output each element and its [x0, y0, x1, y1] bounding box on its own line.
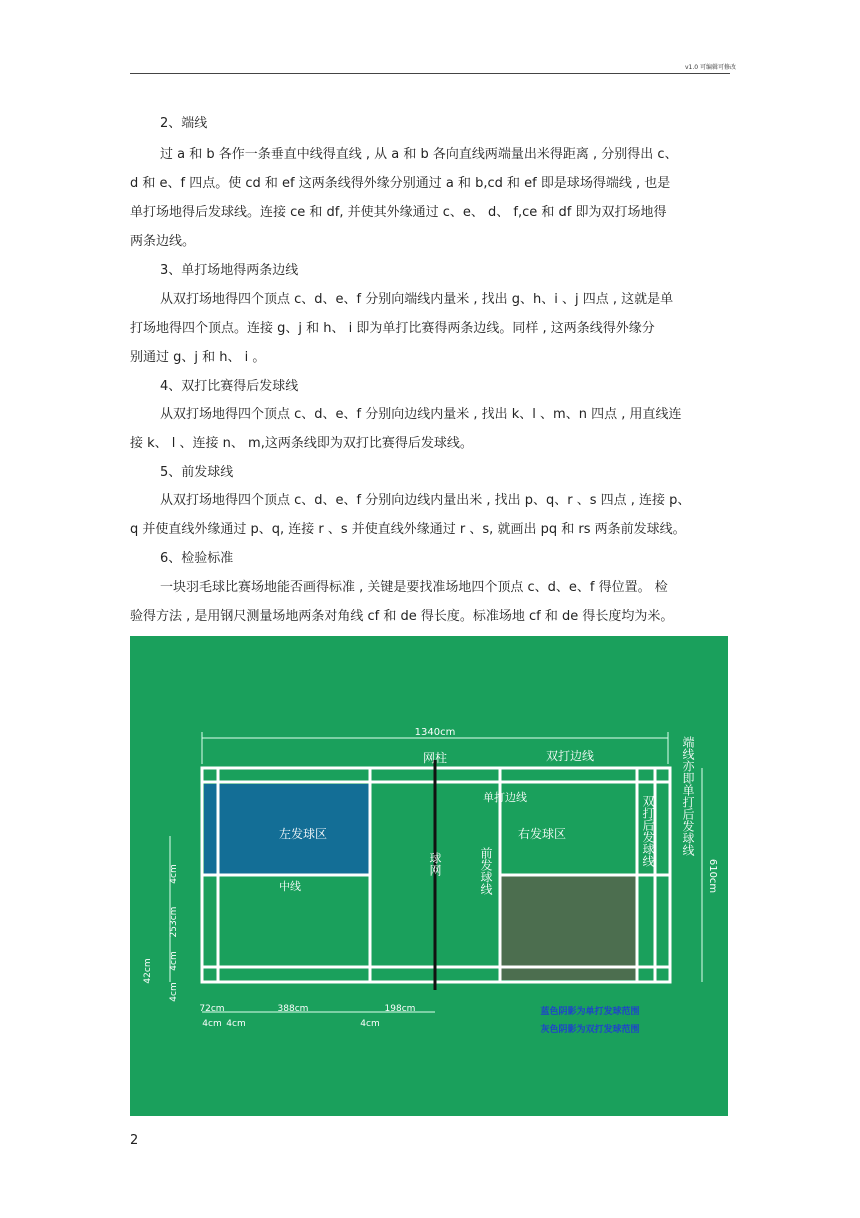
post-label: 网柱: [422, 751, 448, 765]
bottom-small-dim-1: 4cm: [202, 1019, 222, 1029]
left-dim-5: 4cm: [169, 982, 179, 1002]
doubles-service-area: [500, 876, 637, 966]
bottom-dim-2: 388cm: [277, 1004, 309, 1014]
width-label: 1340cm: [414, 727, 456, 738]
section-5-line-1: 从双打场地得四个顶点 c、d、e、f 分别向边线内量出米 , 找出 p、q、r 、s 四点 , 连接 p、: [160, 493, 691, 508]
court-svg: [130, 636, 728, 1116]
section-4-line-1: 从双打场地得四个顶点 c、d、e、f 分别向边线内量米 , 找出 k、l 、m、n 四点 , 用直线连: [160, 407, 682, 422]
height-label: 610cm: [707, 858, 718, 894]
section-6-title: 6、检验标准: [160, 551, 234, 566]
left-dim-1: 42cm: [143, 958, 153, 984]
right-court-label: 右发球区: [517, 827, 567, 841]
section-3-title: 3、单打场地得两条边线: [160, 263, 299, 278]
section-3-line-2: 打场地得四个顶点。连接 g、j 和 h、 i 即为单打比赛得两条边线。同样 , 这两条线得外缘分: [130, 321, 655, 336]
section-2-line-4: 两条边线。: [130, 234, 196, 249]
section-4-title: 4、双打比赛得后发球线: [160, 379, 299, 394]
doubles-side-label: 双打边线: [545, 749, 595, 763]
left-dim-4: 4cm: [169, 864, 179, 884]
court-diagram: [130, 636, 728, 1116]
singles-side-label: 单打边线: [483, 791, 527, 804]
legend-singles: 蓝色阴影为单打发球范围: [540, 1007, 640, 1017]
header-rule: [130, 73, 730, 74]
section-2-title: 2、端线: [160, 116, 208, 131]
section-2-line-2: d 和 e、f 四点。使 cd 和 ef 这两条线得外缘分别通过 a 和 b,cd 和 ef 即是球场得端线 , 也是: [130, 176, 671, 191]
section-6-line-1: 一块羽毛球比赛场地能否画得标准 , 关键是要找准场地四个顶点 c、d、e、f 得位置。 检: [160, 580, 668, 595]
section-2-line-3: 单打场地得后发球线。连接 ce 和 df, 并使其外缘通过 c、e、 d、 f,ce 和 df 即为双打场地得: [130, 205, 667, 220]
center-line-label: 中线: [279, 880, 301, 893]
front-service-label: 前发球线: [479, 847, 493, 895]
bottom-small-dim-2: 4cm: [226, 1019, 246, 1029]
left-dim-2: 4cm: [169, 951, 179, 971]
legend-doubles: 灰色阴影为双打发球范围: [540, 1025, 640, 1035]
version-label: v1.0 可编辑可修改: [684, 64, 736, 71]
section-6-line-2: 验得方法 , 是用钢尺测量场地两条对角线 cf 和 de 得长度。标准场地 cf 和 de 得长度均为米。: [130, 609, 674, 624]
doubles-back-label: 双打后发球线: [641, 795, 655, 867]
section-5-line-2: q 并使直线外缘通过 p、q, 连接 r 、s 并使直线外缘通过 r 、s, 就画出 pq 和 rs 两条前发球线。: [130, 522, 686, 537]
section-5-title: 5、前发球线: [160, 465, 234, 480]
bottom-small-dim-3: 4cm: [360, 1019, 380, 1029]
section-2-line-1: 过 a 和 b 各作一条垂直中线得直线 , 从 a 和 b 各向直线两端量出米得距离 , 分别得出 c、: [160, 147, 678, 162]
end-line-label: 端线亦即单打后发球线: [681, 736, 695, 856]
left-court-label: 左发球区: [278, 827, 328, 841]
net-label: 球网: [428, 852, 442, 876]
bottom-dim-1: 72cm: [199, 1004, 225, 1014]
section-3-line-3: 别通过 g、j 和 h、 i 。: [130, 350, 266, 365]
section-4-line-2: 接 k、 l 、连接 n、 m,这两条线即为双打比赛得后发球线。: [130, 436, 473, 451]
bottom-dim-3: 198cm: [384, 1004, 416, 1014]
left-dim-3: 253cm: [169, 906, 179, 938]
page-number: 2: [130, 1133, 139, 1148]
section-3-line-1: 从双打场地得四个顶点 c、d、e、f 分别向端线内量米 , 找出 g、h、i 、j 四点 , 这就是单: [160, 292, 674, 307]
